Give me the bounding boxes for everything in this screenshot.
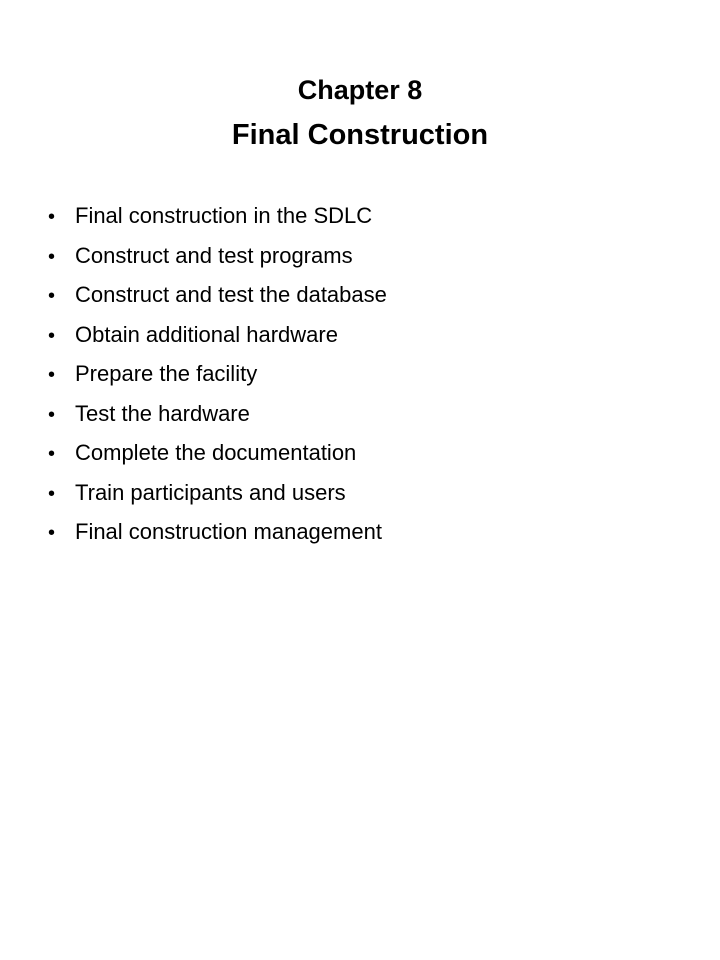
bullet-icon: • <box>48 364 56 386</box>
chapter-heading: Chapter 8 <box>297 75 423 105</box>
bullet-text: Complete the documentation <box>75 440 357 465</box>
bullet-text: Final construction in the SDLC <box>75 203 373 228</box>
bullet-icon: • <box>48 443 56 465</box>
bullet-icon: • <box>48 482 56 505</box>
bullet-item <box>48 434 387 474</box>
bullet-text: Prepare the facility <box>75 361 258 386</box>
bullet-item <box>48 513 387 553</box>
bullet-item <box>48 316 387 356</box>
bullet-icon: • <box>48 245 56 268</box>
bullet-icon: • <box>48 324 56 347</box>
bullet-item <box>48 276 387 316</box>
slide-title: Final Construction <box>231 119 489 151</box>
bullet-icon: • <box>48 285 56 307</box>
bullet-item <box>48 355 387 395</box>
bullet-item <box>48 197 387 237</box>
bullet-text: Train participants and users <box>75 479 346 505</box>
bullet-text: Construct and test programs <box>75 242 353 268</box>
bullet-icon: • <box>48 206 56 228</box>
bullet-item <box>48 395 387 435</box>
title-block <box>0 70 720 156</box>
bullet-text: Construct and test the database <box>75 282 387 307</box>
bullet-text: Test the hardware <box>75 400 250 426</box>
bullet-item <box>48 237 387 277</box>
bullet-icon: • <box>48 403 56 426</box>
bullet-list <box>48 197 387 553</box>
bullet-text: Final construction management <box>75 519 382 544</box>
bullet-text: Obtain additional hardware <box>75 321 338 347</box>
bullet-icon: • <box>48 522 56 544</box>
bullet-item <box>48 474 387 514</box>
